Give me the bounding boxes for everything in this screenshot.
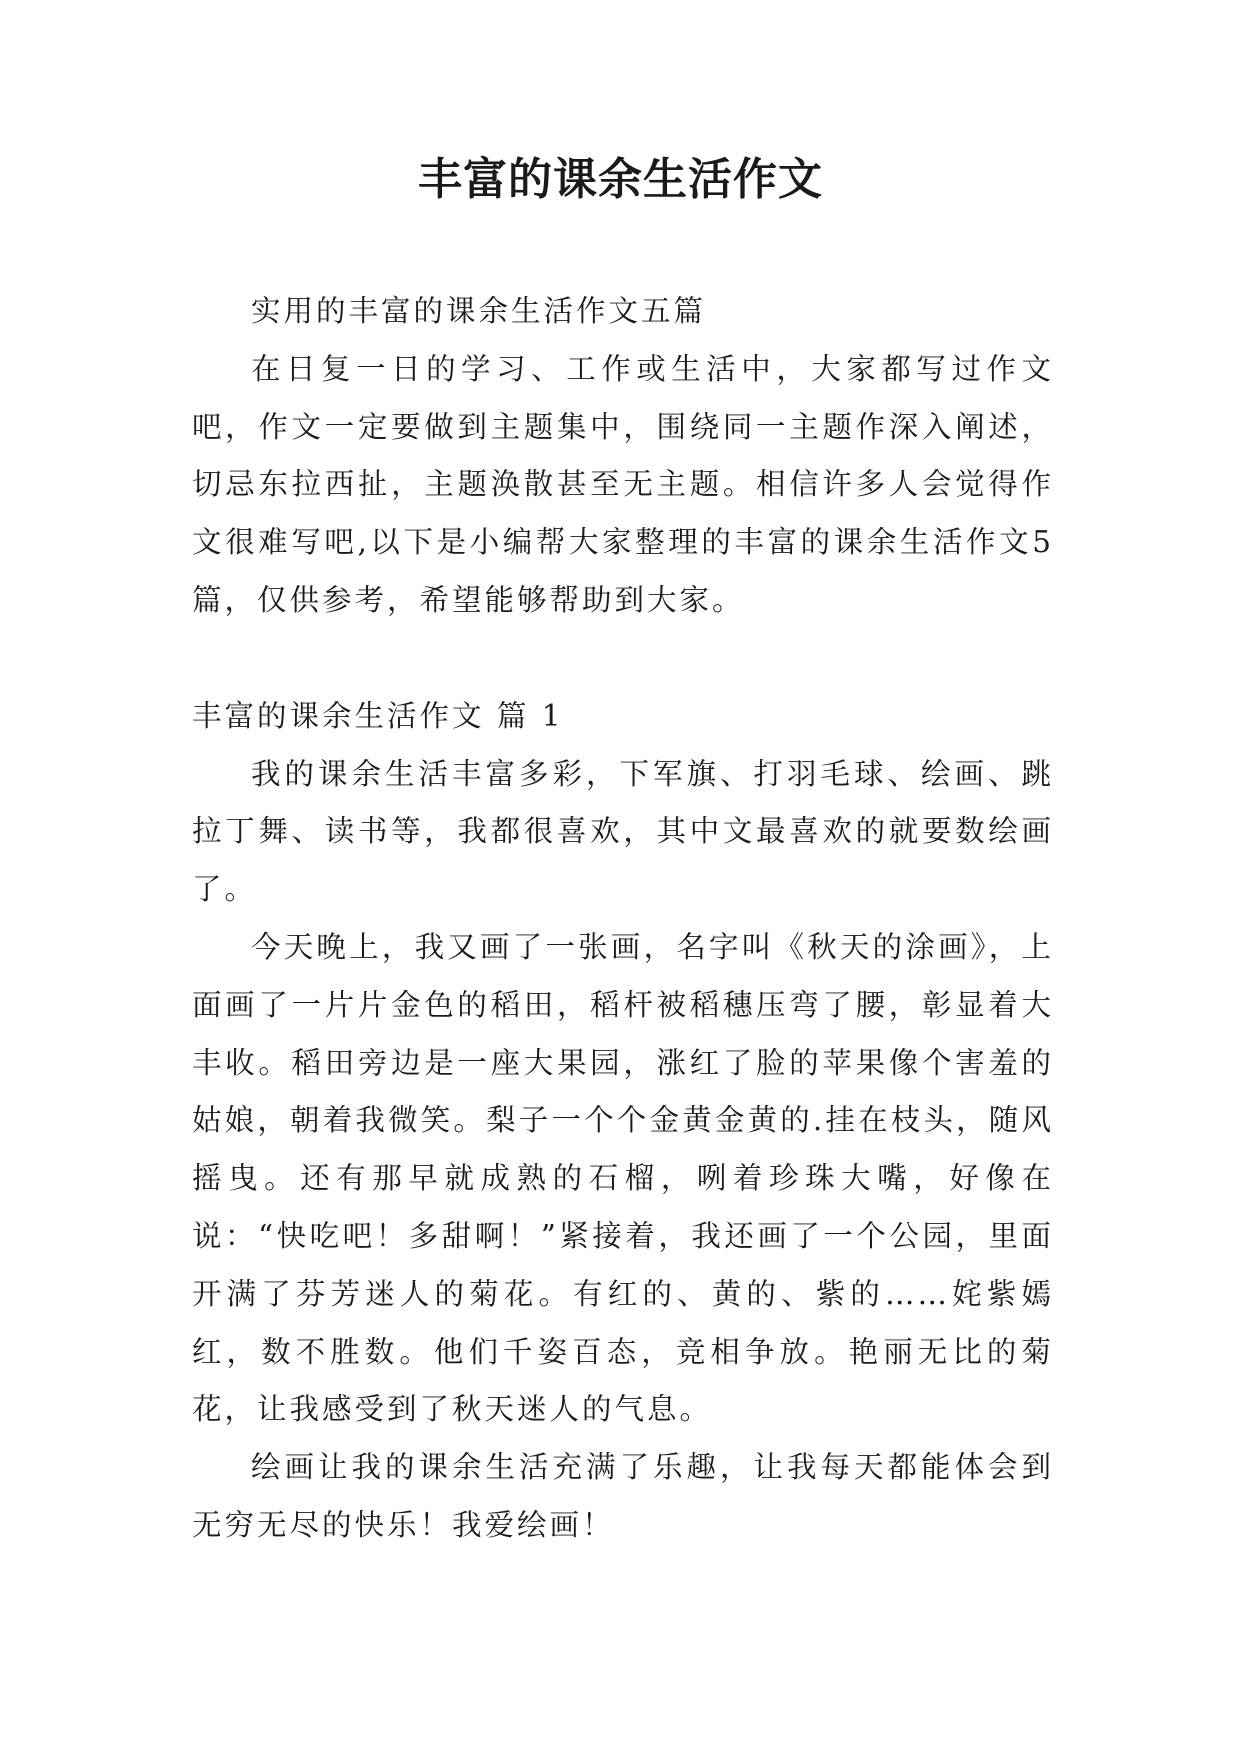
body-paragraph-3: 绘画让我的课余生活充满了乐趣，让我每天都能体会到无穷无尽的快乐！我爱绘画！ (192, 1450, 1054, 1542)
intro-paragraph: 在日复一日的学习、工作或生活中，大家都写过作文吧，作文一定要做到主题集中，围绕同一主题作深入阐述，切忌东拉西扯，主题涣散甚至无主题。相信许多人会觉得作文很难写吧,以下是小编帮大家整理的丰富的课余生活作文5篇，仅供参考，希望能够帮助到大家。 (192, 351, 1054, 617)
body-paragraph-1: 我的课余生活丰富多彩，下军旗、打羽毛球、绘画、跳拉丁舞、读书等，我都很喜欢，其中文最喜欢的就要数绘画了。 (192, 756, 1054, 907)
document-title: 丰富的课余生活作文 (418, 154, 823, 205)
document-subtitle: 实用的丰富的课余生活作文五篇 (251, 294, 707, 328)
section-heading: 丰富的课余生活作文 篇 1 (192, 698, 564, 733)
body-paragraph-2: 今天晚上，我又画了一张画，名字叫《秋天的涂画》，上面画了一片片金色的稻田，稻杆被稻穗压弯了腰，彰显着大丰收。稻田旁边是一座大果园，涨红了脸的苹果像个害羞的姑娘，朝着我微笑。梨子一个个金黄金黄的.挂在枝头，随风摇曳。还有那早就成熟的石榴，咧着珍珠大嘴，好像在说：“快吃吧！多甜啊！”紧接着，我还画了一个公园，里面开满了芬芳迷人的菊花。有红的、黄的、紫的……姹紫嫣红，数不胜数。他们千姿百态，竞相争放。艳丽无比的菊花，让我感受到了秋天迷人的气息。 (192, 929, 1054, 1427)
document-body (192, 283, 1054, 1555)
